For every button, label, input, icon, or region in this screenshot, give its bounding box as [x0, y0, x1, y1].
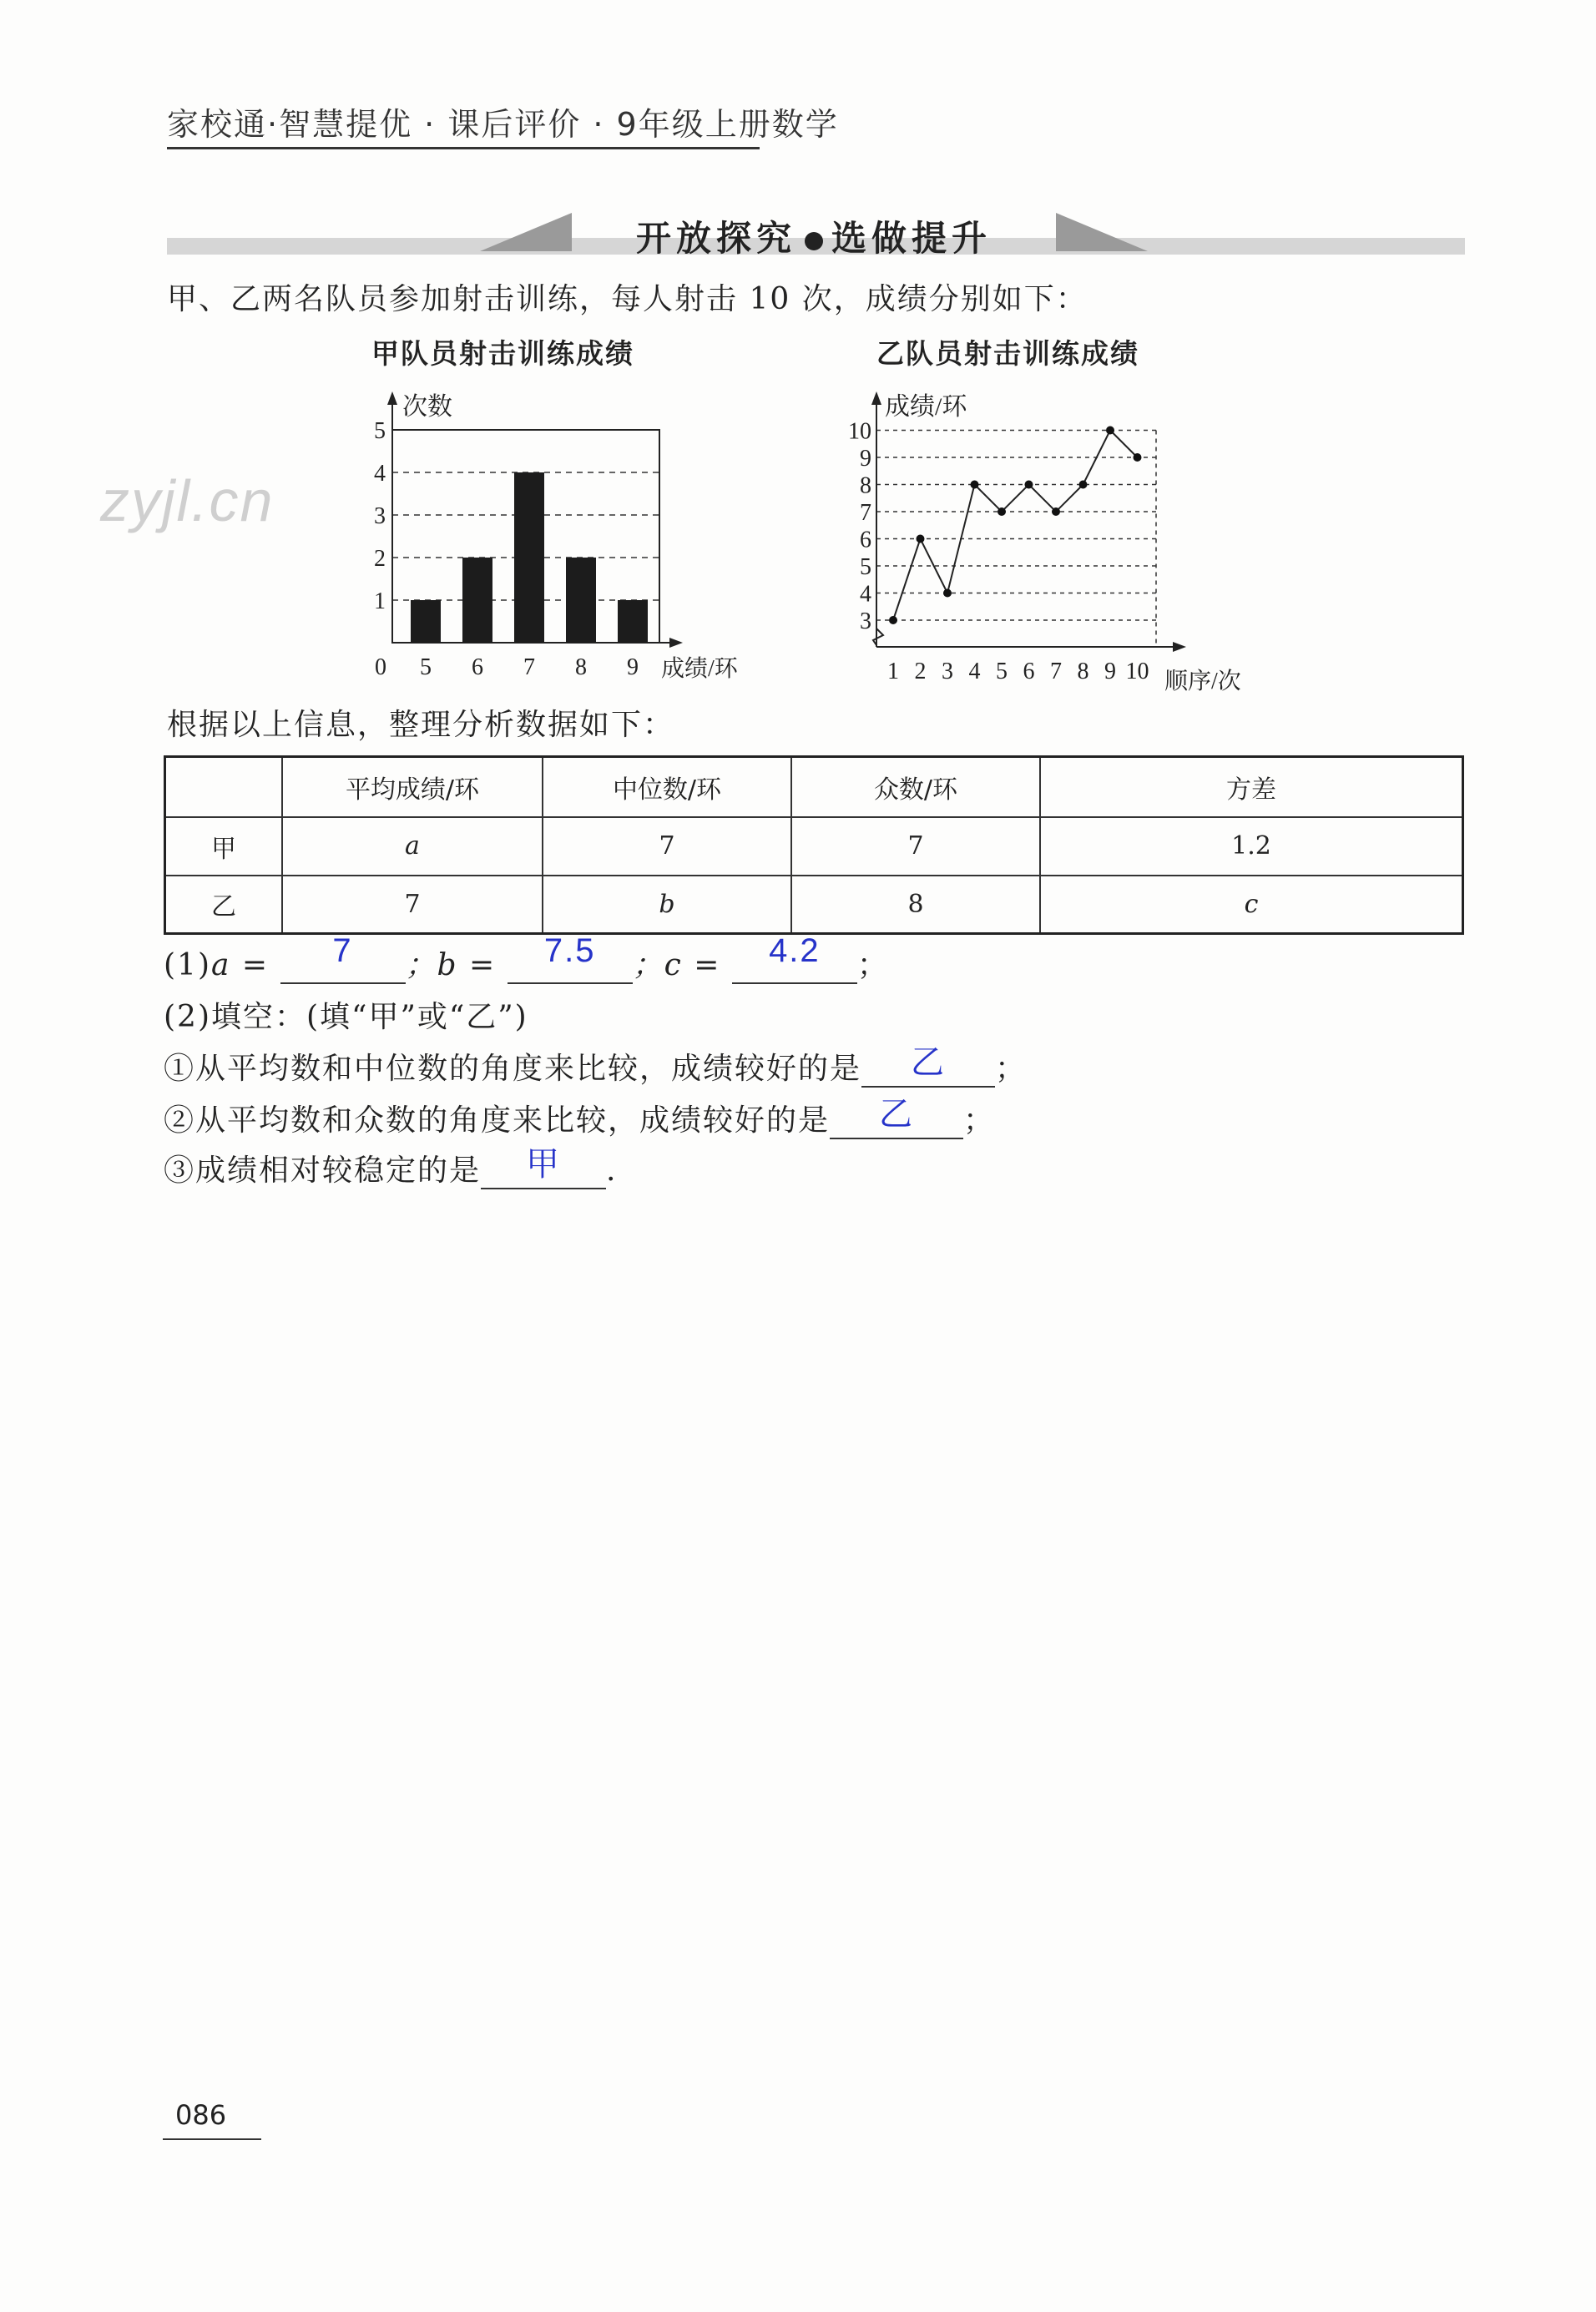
y-tick-label: 4: [860, 581, 871, 608]
data-point: [1079, 481, 1088, 489]
q2-item1-answer: 乙: [911, 1044, 947, 1081]
bar: [462, 558, 492, 643]
y-axis-label: 次数: [402, 393, 452, 421]
x-tick-label: 7: [1050, 659, 1062, 684]
q2-item3-end: .: [606, 1153, 618, 1188]
chart-jia-title: 甲队员射击训练成绩: [371, 337, 634, 370]
table-cell: 7: [543, 817, 791, 876]
y-tick-label: 2: [374, 546, 386, 572]
data-point: [889, 616, 897, 624]
q1-a-label: a =: [211, 948, 270, 982]
x-tick-label: 2: [914, 659, 927, 684]
q1-b-blank[interactable]: [508, 932, 633, 984]
data-point: [1106, 427, 1114, 435]
table-cell: 甲: [165, 817, 283, 876]
table-cell: 8: [791, 876, 1040, 934]
problem-intro: 甲、乙两名队员参加射击训练，每人射击 10 次，成绩分别如下：: [167, 282, 1088, 316]
table-row: [165, 876, 1463, 934]
x-tick-label: 10: [1125, 659, 1149, 684]
q2-item2-blank[interactable]: [830, 1096, 963, 1139]
q2-item1-text: ①从平均数和中位数的角度来比较，成绩较好的是: [164, 1052, 862, 1086]
x-axis-arrow-icon: [669, 638, 683, 648]
axis-break-icon: [873, 628, 883, 645]
q1-c-answer: 4.2: [769, 932, 821, 969]
table-cell: c: [1040, 876, 1463, 934]
table-header-cell: [165, 757, 283, 817]
bar: [566, 558, 596, 643]
y-axis-label: 成绩/环: [885, 393, 967, 421]
x-tick-label: 6: [472, 654, 483, 680]
y-tick-label: 9: [860, 446, 871, 472]
data-point: [1134, 453, 1142, 462]
section-title-left: 开放探究: [635, 218, 796, 259]
x-tick-label: 6: [1023, 659, 1035, 684]
x-tick-label: 8: [1077, 659, 1089, 684]
x-tick-label: 5: [420, 654, 432, 680]
y-tick-label: 7: [860, 500, 871, 526]
y-tick-label: 1: [374, 588, 386, 614]
table-cell: 1.2: [1040, 817, 1463, 876]
y-axis-arrow-icon: [387, 391, 397, 405]
header-rule: [167, 147, 760, 149]
bar: [411, 600, 441, 643]
q1-a-answer: 7: [332, 932, 353, 969]
q2-item2-answer: 乙: [879, 1096, 915, 1133]
data-point: [1052, 507, 1060, 516]
bar: [514, 472, 544, 643]
question-2-item-1: [164, 1045, 1027, 1088]
analysis-intro: 根据以上信息，整理分析数据如下：: [167, 708, 675, 742]
q1-b-answer: 7.5: [543, 932, 596, 969]
q2-item2-text: ②从平均数和众数的角度来比较，成绩较好的是: [164, 1103, 831, 1138]
question-2-item-3: [164, 1147, 617, 1189]
table-cell: 乙: [165, 876, 283, 934]
x-axis-label: 成绩/环: [661, 656, 738, 682]
table-cell: b: [543, 876, 791, 934]
page-number-rule: [163, 2138, 261, 2140]
y-tick-label: 5: [374, 418, 386, 444]
q1-b-label: ；b =: [405, 948, 497, 982]
table-header-cell: 平均成绩/环: [282, 757, 543, 817]
x-tick-label: 5: [996, 659, 1008, 684]
table-cell: 7: [791, 817, 1040, 876]
q2-item3-answer: 甲: [526, 1146, 562, 1183]
y-axis-arrow-icon: [871, 391, 881, 405]
table-cell: a: [282, 817, 543, 876]
q1-end: ；: [856, 948, 889, 982]
section-right-triangle: [1056, 213, 1148, 251]
bar: [618, 600, 648, 643]
question-2-title: (2)填空：(填“甲”或“乙”): [164, 1000, 528, 1034]
page-number: 086: [175, 2099, 227, 2131]
q2-item1-end: ；: [995, 1052, 1028, 1086]
y-tick-label: 3: [374, 503, 386, 529]
x-tick-label: 8: [575, 654, 587, 680]
page-header: 家校通·智慧提优 · 课后评价 · 9年级上册数学: [167, 106, 839, 143]
origin-label: 0: [375, 654, 386, 680]
y-tick-label: 10: [848, 418, 871, 445]
q1-c-blank[interactable]: [732, 932, 857, 984]
q2-item3-text: ③成绩相对较稳定的是: [164, 1153, 482, 1188]
chart-yi-title: 乙队员射击训练成绩: [876, 337, 1139, 370]
q2-item2-end: ；: [963, 1103, 996, 1138]
x-tick-label: 9: [1104, 659, 1116, 684]
watermark: zyjl.cn: [100, 468, 275, 533]
q1-prefix: (1): [164, 948, 211, 982]
chart-jia-bar: [351, 380, 768, 697]
q1-c-label: ；c =: [632, 948, 721, 982]
question-2-item-2: [164, 1097, 995, 1139]
x-axis-arrow-icon: [1173, 642, 1186, 652]
data-point: [998, 507, 1006, 516]
q1-a-blank[interactable]: [280, 932, 406, 984]
table-header-cell: 方差: [1040, 757, 1463, 817]
table-header-row: [165, 757, 1463, 817]
y-tick-label: 8: [860, 472, 871, 499]
table-header-cell: 众数/环: [791, 757, 1040, 817]
table-header-cell: 中位数/环: [543, 757, 791, 817]
section-left-triangle: [480, 213, 572, 251]
section-title: [576, 211, 1052, 261]
series-line: [893, 431, 1138, 621]
stats-table: [164, 755, 1464, 935]
q2-item3-blank[interactable]: [481, 1146, 606, 1189]
x-tick-label: 4: [968, 659, 981, 684]
y-tick-label: 5: [860, 554, 871, 580]
data-point: [1025, 481, 1033, 489]
data-point: [971, 481, 979, 489]
table-cell: 7: [282, 876, 543, 934]
x-tick-label: 9: [627, 654, 639, 680]
y-tick-label: 4: [374, 461, 386, 487]
chart-yi-line: [831, 380, 1273, 697]
section-title-right: 选做提升: [831, 218, 992, 259]
data-point: [917, 535, 925, 543]
data-point: [943, 589, 952, 598]
q2-item1-blank[interactable]: [861, 1044, 995, 1088]
x-tick-label: 7: [523, 654, 535, 680]
table-row: [165, 817, 1463, 876]
question-1: [164, 932, 889, 984]
x-tick-label: 1: [887, 659, 899, 684]
y-tick-label: 3: [860, 608, 871, 634]
x-tick-label: 3: [942, 659, 953, 684]
bullet-dot-icon: [805, 232, 823, 250]
x-axis-label: 顺序/次: [1164, 669, 1241, 694]
y-tick-label: 6: [860, 527, 871, 553]
